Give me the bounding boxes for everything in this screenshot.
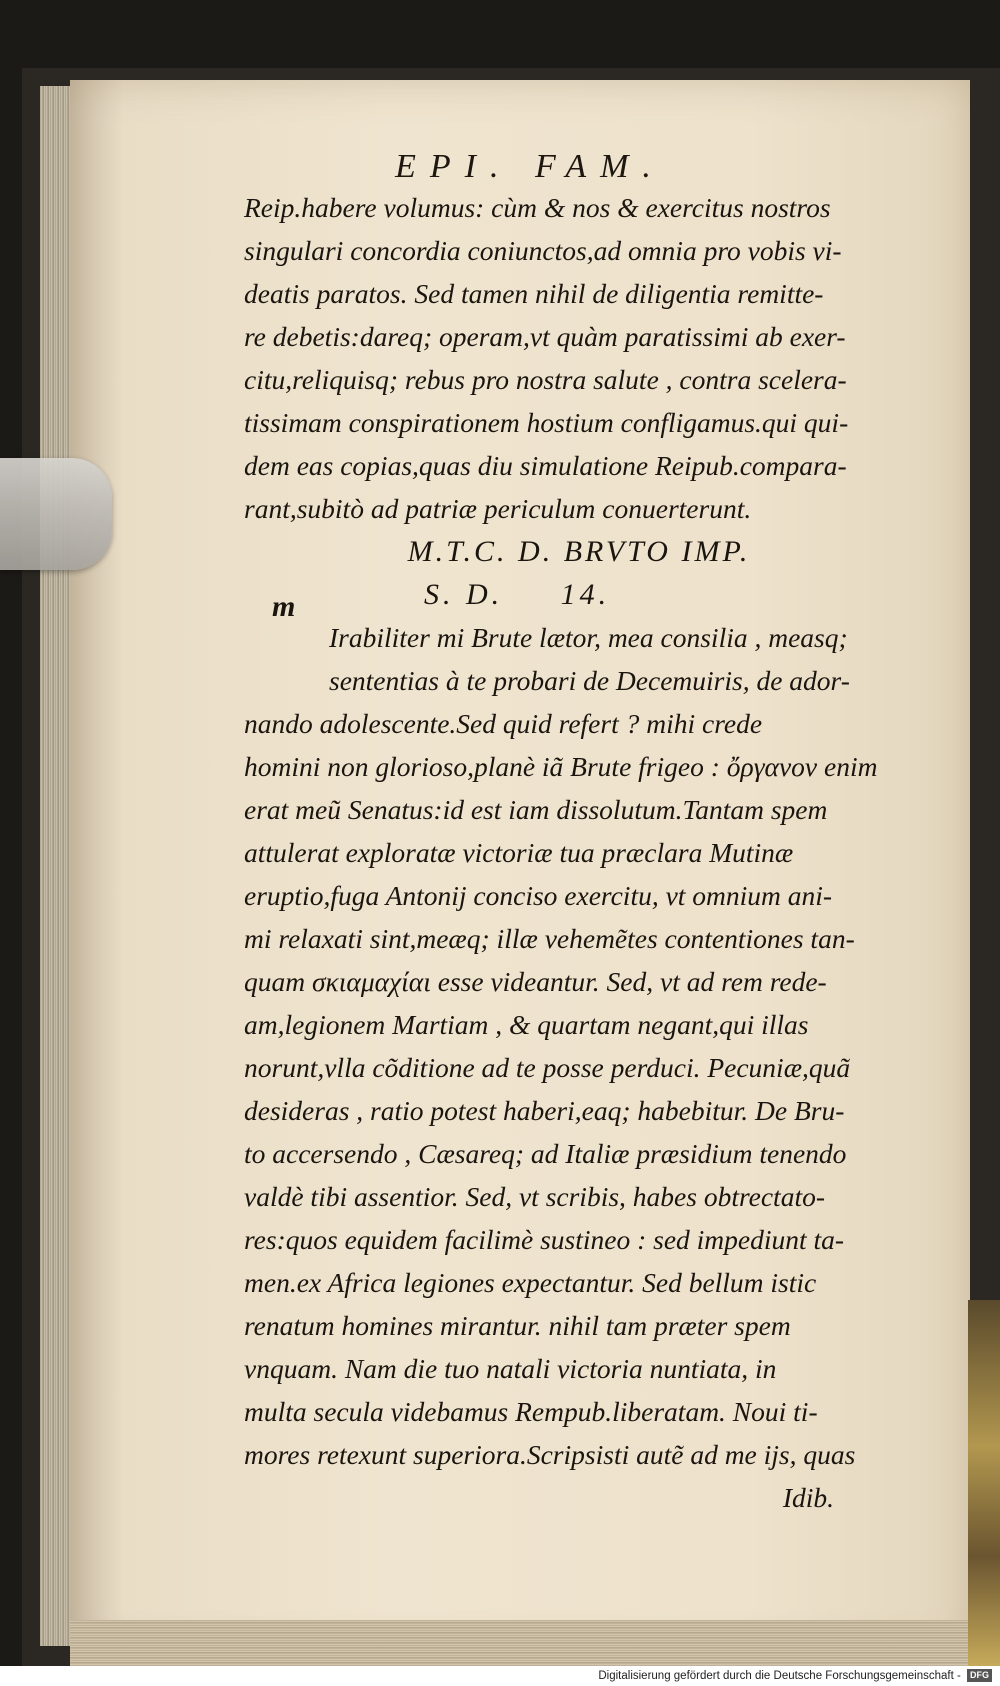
dfg-logo: DFG: [967, 1669, 992, 1682]
salutation-text: S. D. 14.: [424, 578, 611, 611]
text-line: multa secula videbamus Rempub.liberatam. Noui ti-: [244, 1396, 818, 1427]
text-line: sententias à te probari de Decemuiris, de ador-: [329, 665, 850, 696]
text-line: norunt,vlla cõditione ad te posse perduci. Pecuniæ,quã: [244, 1052, 851, 1083]
text-line: am,legionem Martiam , & quartam negant,qui illas: [244, 1009, 809, 1040]
text-line: nando adolescente.Sed quid refert ? mihi crede: [244, 708, 763, 739]
text-line: desideras , ratio potest haberi,eaq; habebitur. De Bru-: [244, 1095, 845, 1126]
text-line: citu,reliquisq; rebus pro nostra salute , contra scelera-: [244, 364, 847, 395]
text-line: renatum homines mirantur. nihil tam præter spem: [244, 1310, 791, 1341]
text-line: quam σκιαμαχίαι esse videantur. Sed, vt ad rem rede-: [244, 966, 827, 997]
text-line: homini non glorioso,planè iã Brute frigeo : ὄργανον enim: [244, 751, 878, 782]
letter-salutation: [244, 573, 884, 616]
running-header: EPI. FAM.: [395, 148, 665, 185]
text-line: res:quos equidem facilimè sustineo : sed impediunt ta-: [244, 1224, 845, 1255]
text-line: Reip.habere volumus: cùm & nos & exercitus nostros: [244, 192, 831, 223]
footer-text: Digitalisierung gefördert durch die Deutsche Forschungsgemeinschaft -: [598, 1670, 961, 1682]
catchword: Idib.: [782, 1482, 834, 1513]
letter-title: M.T.C. D. BRVTO IMP.: [407, 535, 751, 568]
text-line: men.ex Africa legiones expectantur. Sed bellum istic: [244, 1267, 817, 1298]
text-line: mores retexunt superiora.Scripsisti autẽ ad me ijs, quas: [244, 1439, 856, 1470]
text-line: mi relaxati sint,meæq; illæ vehemẽtes contentiones tan-: [244, 923, 855, 954]
page-text: [244, 186, 884, 1519]
text-line: dem eas copias,quas diu simulatione Reipub.compara-: [244, 450, 847, 481]
text-line: vnquam. Nam die tuo natali victoria nuntiata, in: [244, 1353, 777, 1384]
initial-letter: m: [272, 590, 296, 623]
text-line: valdè tibi assentior. Sed, vt scribis, habes obtrectato-: [244, 1181, 825, 1212]
text-line: attulerat exploratæ victoriæ tua præclara Mutinæ: [244, 837, 794, 868]
text-line: deatis paratos. Sed tamen nihil de diligentia remitte-: [244, 278, 824, 309]
binding-strip: [968, 1300, 1000, 1666]
text-line: re debetis:dareq; operam,vt quàm paratissimi ab exer-: [244, 321, 846, 352]
text-line: eruptio,fuga Antonij conciso exercitu, vt omnium ani-: [244, 880, 833, 911]
text-line: to accersendo , Cæsareq; ad Italiæ præsidium tenendo: [244, 1138, 847, 1169]
book-clip: [0, 458, 112, 570]
text-line: rant,subitò ad patriæ periculum conuerterunt.: [244, 493, 752, 524]
page-fore-edge: [70, 1620, 1000, 1666]
footer: [0, 1666, 1000, 1686]
text-line: tissimam conspirationem hostium confligamus.qui qui-: [244, 407, 849, 438]
text-line: erat meũ Senatus:id est iam dissolutum.Tantam spem: [244, 794, 828, 825]
text-line: singulari concordia coniunctos,ad omnia pro vobis vi-: [244, 235, 842, 266]
text-line: Irabiliter mi Brute lætor, mea consilia , measq;: [329, 622, 848, 653]
